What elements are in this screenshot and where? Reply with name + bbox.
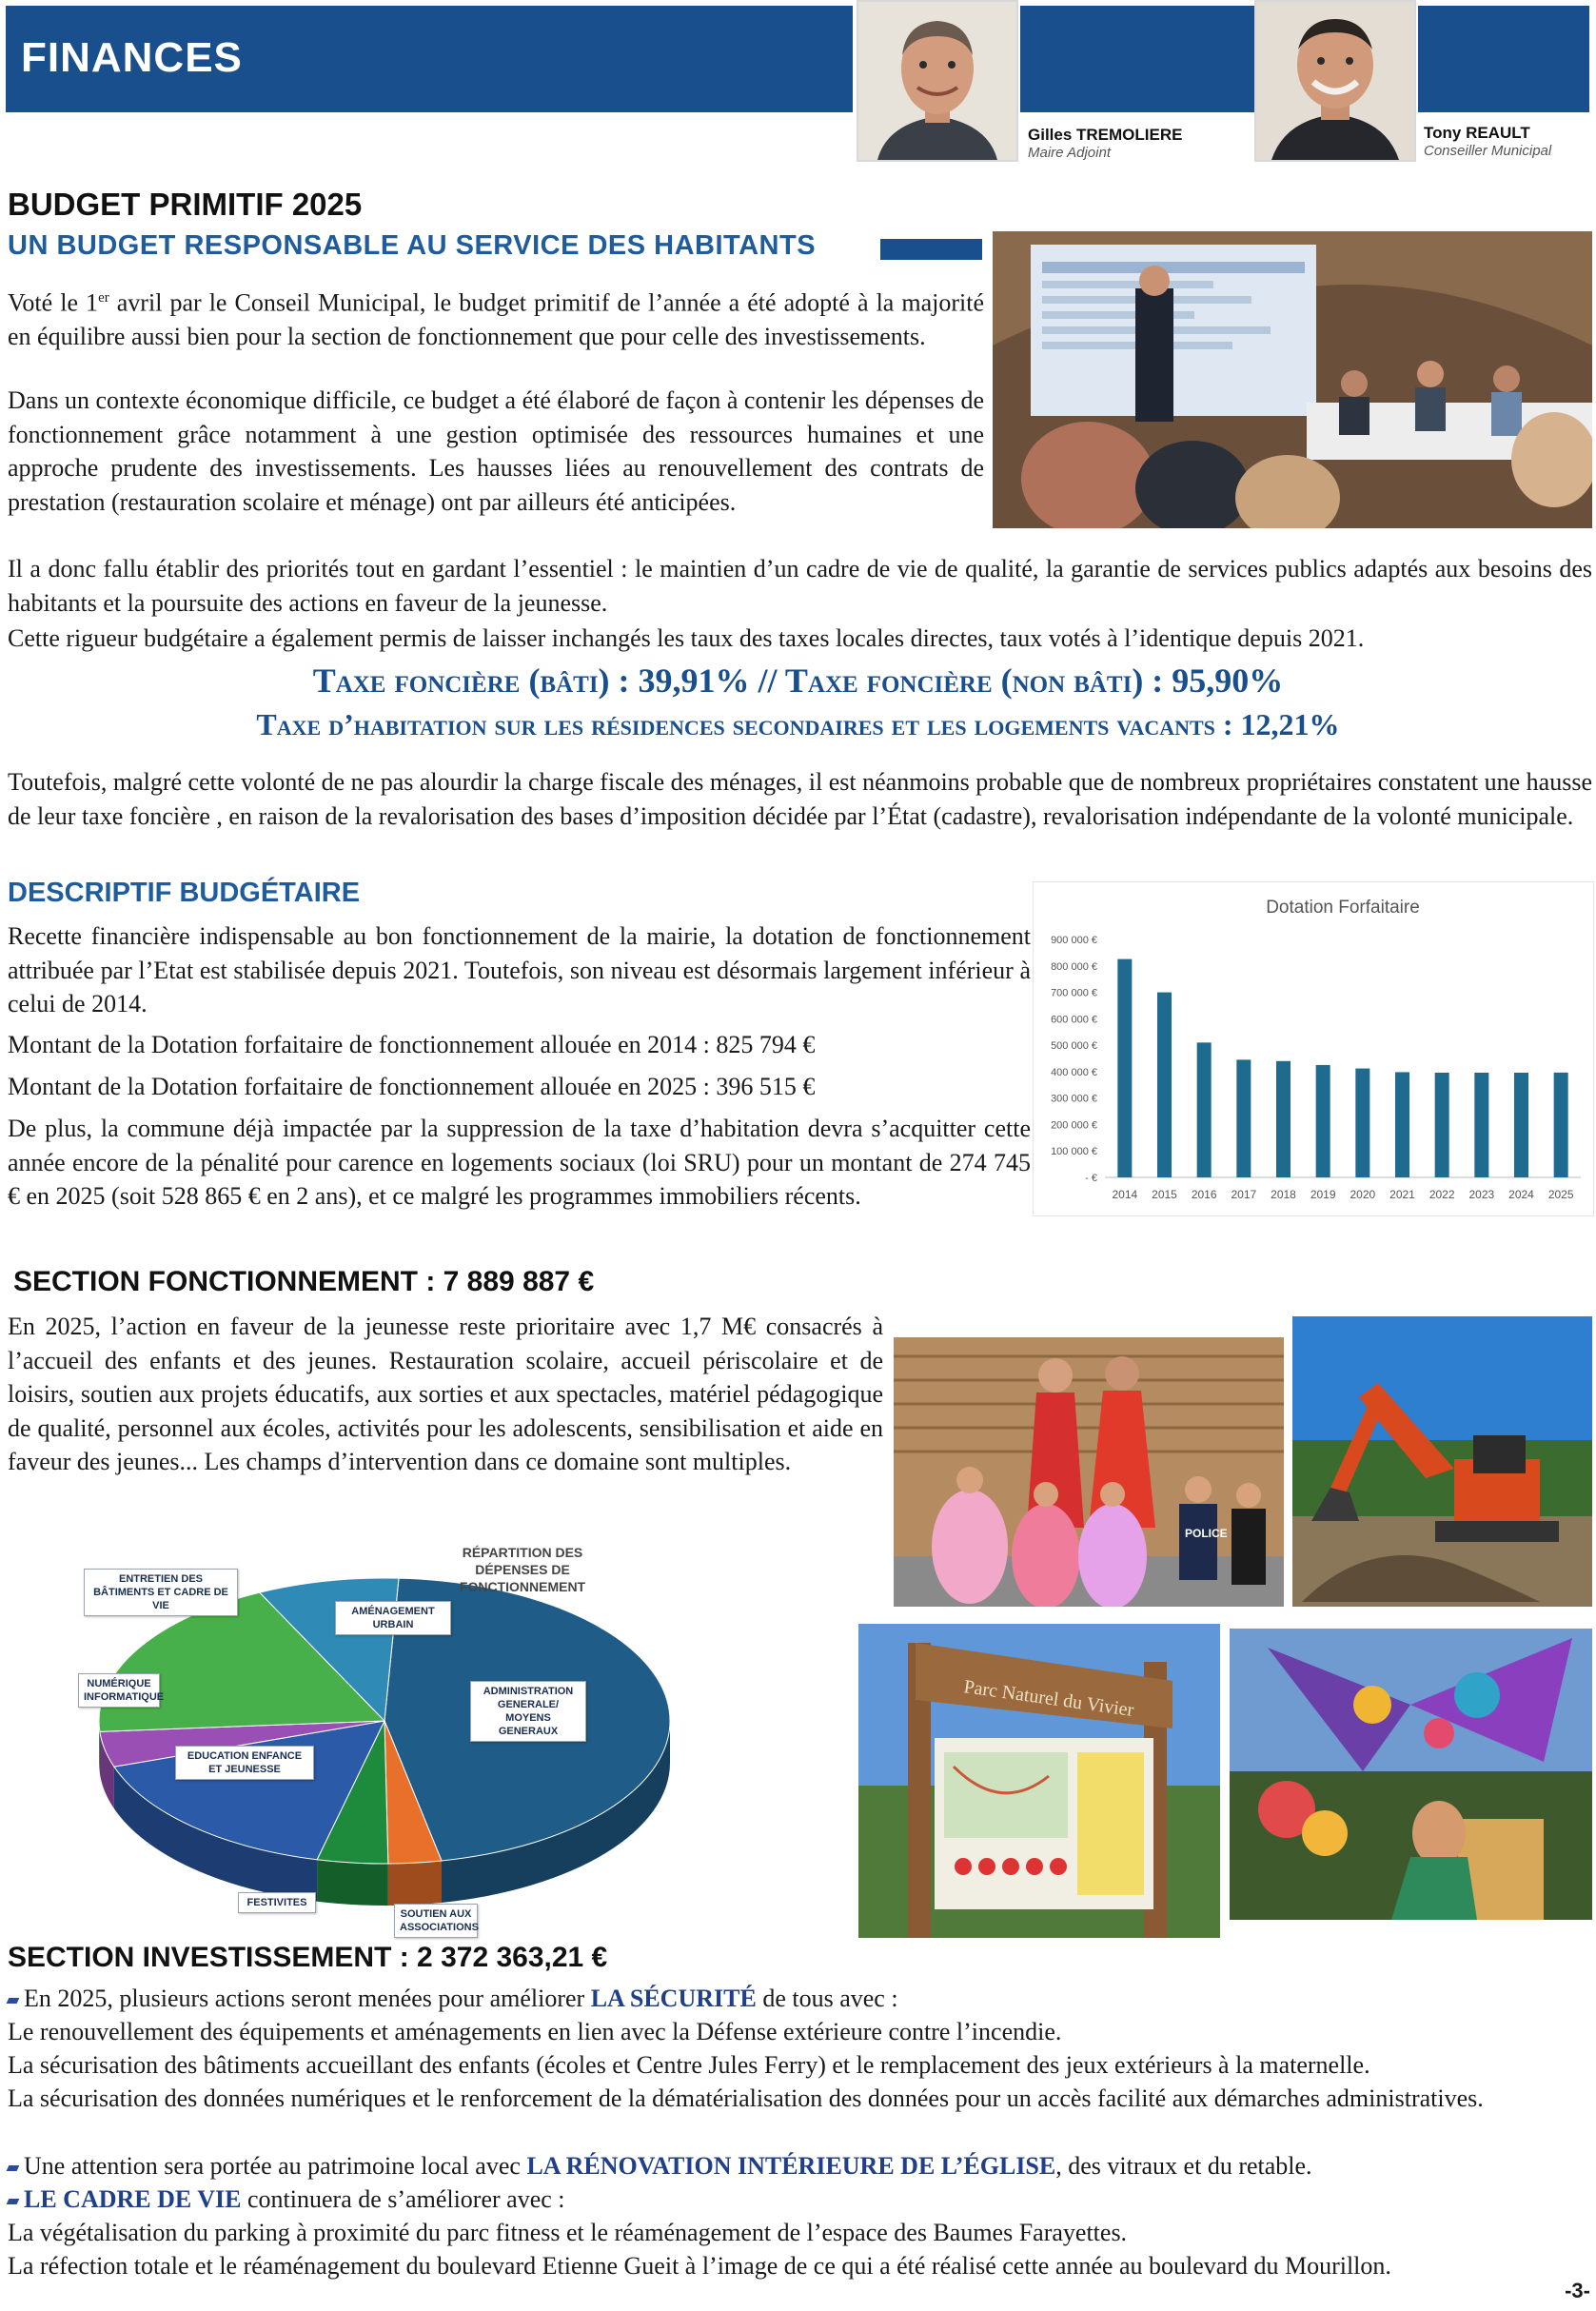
pie-title: RÉPARTITION DES DÉPENSES DE FONCTIONNEMENT xyxy=(459,1545,586,1594)
bar-chart-svg xyxy=(1034,882,1593,1215)
dotation-bar-chart xyxy=(1033,881,1594,1216)
x-tick-label: 2021 xyxy=(1389,1188,1415,1201)
budget-paragraph: Toutefois, malgré cette volonté de ne pas alourdir la charge fiscale des ménages, il est néanmoins probable que de nombreux propriétaires constatent une hausse de leur taxe foncière , en raison de la revalorisation des bases d’imposition décidée par l’État (cadastre), revalorisation indépendante de la volonté municipale. xyxy=(8,768,1592,830)
paragraph-text: avril par le Conseil Municipal, le budget primitif de l’année a été adopté à la majorité en équilibre aussi bien pour la section de fonctionnement que pour celle des investissements. xyxy=(8,288,985,351)
x-tick-label: 2023 xyxy=(1468,1188,1495,1201)
y-tick-label: - € xyxy=(1085,1173,1097,1184)
decorative-bar xyxy=(880,239,982,260)
pie-label: AMÉNAGEMENT URBAIN xyxy=(335,1601,451,1635)
x-tick-label: 2014 xyxy=(1112,1188,1138,1201)
highlight-text: LE CADRE DE VIE xyxy=(24,2185,242,2213)
bullet-text: , des vitraux et du retable. xyxy=(1055,2152,1312,2180)
y-tick-label: 400 000 € xyxy=(1051,1066,1097,1078)
y-tick-label: 100 000 € xyxy=(1051,1146,1097,1158)
investissement-line: La sécurisation des données numériques et le renforcement de la dématérialisation des données pour un accès facilité aux démarches administratives. xyxy=(8,2084,1484,2112)
bar-2014 xyxy=(1117,959,1132,1177)
bullet-text: Une attention sera portée au patrimoine local avec xyxy=(24,2152,527,2180)
x-tick-label: 2018 xyxy=(1271,1188,1296,1201)
investissement-line: La réfection totale et le réaménagement du boulevard Etienne Gueit à l’image de ce qui a été réalisé cette année au boulevard du Mourillon. xyxy=(8,2252,1391,2280)
investissement-bullet xyxy=(8,2149,1592,2183)
bullet-icon xyxy=(7,1998,20,2004)
person-role: Conseiller Municipal xyxy=(1424,143,1552,159)
pie-label: EDUCATION ENFANCE ET JEUNESSE xyxy=(175,1746,314,1780)
person-role: Maire Adjoint xyxy=(1028,145,1111,161)
pie-label: FESTIVITES xyxy=(238,1892,316,1913)
pie-slice-side xyxy=(317,1860,388,1906)
investissement-heading: SECTION INVESTISSEMENT : 2 372 363,21 € xyxy=(8,1942,608,1973)
header-banner-segment xyxy=(1418,6,1589,112)
budget-subheading: UN BUDGET RESPONSABLE AU SERVICE DES HABITANTS xyxy=(8,230,817,261)
highlight-text: LA SÉCURITÉ xyxy=(590,1985,757,2012)
chart-title: Dotation Forfaitaire xyxy=(1266,898,1420,918)
y-tick-label: 600 000 € xyxy=(1051,1014,1097,1026)
paragraph-text: Voté le 1 xyxy=(8,288,99,317)
portrait-photo xyxy=(857,0,1018,162)
bar-2022 xyxy=(1435,1073,1449,1177)
person-name: Tony REAULT xyxy=(1424,124,1530,142)
bullet-text: de tous avec : xyxy=(756,1985,898,2012)
header-banner-segment xyxy=(1020,6,1255,112)
budget-paragraph xyxy=(8,282,984,354)
investissement-bullet xyxy=(8,2183,1592,2217)
descriptif-paragraph: Montant de la Dotation forfaitaire de fonctionnement allouée en 2014 : 825 794 € xyxy=(8,1031,816,1058)
investissement-line: Le renouvellement des équipements et aménagements en lien avec la Défense extérieure contre l’incendie. xyxy=(8,2018,1062,2045)
bar-2017 xyxy=(1236,1059,1251,1177)
x-tick-label: 2022 xyxy=(1429,1188,1455,1201)
depenses-pie-chart xyxy=(61,1531,708,1933)
person-name: Gilles TREMOLIERE xyxy=(1028,126,1183,144)
pie-slice-side xyxy=(388,1861,442,1906)
bar-2015 xyxy=(1157,993,1172,1177)
x-tick-label: 2017 xyxy=(1231,1188,1257,1201)
budget-paragraph: Dans un contexte économique difficile, ce budget a été élaboré de façon à contenir les dépenses de fonctionnement grâce notamment à une gestion optimisée des ressources humaines et une approche prudente des investissements. Les hausses liées au renouvellement des contrats de prestation (restauration scolaire et ménage) ont par ailleurs été anticipées. xyxy=(8,386,984,516)
park-sign-text: Parc Naturel du Vivier xyxy=(962,1676,1135,1722)
bar-2016 xyxy=(1197,1042,1212,1177)
superscript: er xyxy=(98,290,109,306)
tax-rates-line: Taxe foncière (bâti) : 39,91% // Taxe foncière (non bâti) : 95,90% xyxy=(312,662,1284,700)
fonctionnement-paragraph: En 2025, l’action en faveur de la jeunesse reste prioritaire avec 1,7 M€ consacrés à l’accueil des enfants et des jeunes. Restauration scolaire, accueil périscolaire et de loisirs, soutien aux projets éducatifs, aux sorties et aux spectacles, matériel pédagogique de qualité, personnel aux écoles, activités pour les adolescents, sensibilisation et aide en faveur des jeunes... Les champs d’intervention dans ce domaine sont multiples. xyxy=(8,1313,883,1475)
pie-label: NUMÉRIQUE INFORMATIQUE xyxy=(78,1673,160,1708)
bar-2019 xyxy=(1316,1065,1330,1177)
descriptif-paragraph: Recette financière indispensable au bon fonctionnement de la mairie, la dotation de fonctionnement attribuée par l’Etat est stabilisée depuis 2021. Toutefois, son niveau est désormais largement inférieur à celui de 2014. xyxy=(8,922,1031,1017)
x-tick-label: 2019 xyxy=(1310,1188,1336,1201)
bar-2024 xyxy=(1514,1073,1528,1177)
highlight-text: LA RÉNOVATION INTÉRIEURE DE L’ÉGLISE xyxy=(526,2152,1056,2180)
x-tick-label: 2020 xyxy=(1350,1188,1376,1201)
bullet-icon xyxy=(7,2199,20,2204)
budget-paragraph: Il a donc fallu établir des priorités tout en gardant l’essentiel : le maintien d’un cadre de vie de qualité, la garantie de services publics adaptés aux besoins des habitants et la poursuite des actions en faveur de la jeunesse. xyxy=(8,555,1592,617)
bullet-icon xyxy=(7,2165,20,2171)
x-tick-label: 2025 xyxy=(1547,1188,1574,1201)
page-number: -3- xyxy=(1565,2279,1590,2302)
bar-2020 xyxy=(1355,1069,1369,1177)
roadworks-excavator-photo xyxy=(1292,1316,1592,1607)
portrait-photo xyxy=(1254,0,1416,162)
x-tick-label: 2024 xyxy=(1508,1188,1534,1201)
x-tick-label: 2015 xyxy=(1152,1188,1177,1201)
y-tick-label: 900 000 € xyxy=(1051,935,1097,946)
festival-kite-photo xyxy=(1230,1629,1592,1920)
y-tick-label: 500 000 € xyxy=(1051,1040,1097,1053)
y-tick-label: 200 000 € xyxy=(1051,1119,1097,1132)
y-tick-label: 800 000 € xyxy=(1051,960,1097,973)
x-tick-label: 2016 xyxy=(1191,1188,1217,1201)
descriptif-paragraph: Montant de la Dotation forfaitaire de fonctionnement allouée en 2025 : 396 515 € xyxy=(8,1073,816,1100)
bar-2018 xyxy=(1276,1061,1291,1177)
carnival-children-photo xyxy=(894,1337,1284,1607)
pie-label: ENTRETIEN DES BÂTIMENTS ET CADRE DE VIE xyxy=(84,1569,238,1616)
y-tick-label: 700 000 € xyxy=(1051,987,1097,999)
budget-heading: BUDGET PRIMITIF 2025 xyxy=(8,187,363,222)
fonctionnement-heading: SECTION FONCTIONNEMENT : 7 889 887 € xyxy=(13,1266,595,1297)
bullet-text: En 2025, plusieurs actions seront menées pour améliorer xyxy=(24,1985,591,2012)
council-meeting-photo xyxy=(993,231,1592,528)
section-title: FINANCES xyxy=(21,34,243,81)
descriptif-paragraph: De plus, la commune déjà impactée par la suppression de la taxe d’habitation devra s’acquitter cette année encore de la pénalité pour carence en logements sociaux (loi SRU) pour un montant de 274 745 € en 2025 (soit 528 865 € en 2 ans), et ce malgré les programmes immobiliers récents. xyxy=(8,1115,1031,1210)
pie-label: SOUTIEN AUX ASSOCIATIONS xyxy=(394,1904,478,1938)
bar-2021 xyxy=(1395,1072,1409,1177)
investissement-line: La végétalisation du parking à proximité du parc fitness et le réaménagement de l’espace des Baumes Farayettes. xyxy=(8,2219,1128,2246)
descriptif-heading: DESCRIPTIF BUDGÉTAIRE xyxy=(8,878,361,908)
bar-2025 xyxy=(1554,1073,1568,1177)
tax-rates-line: Taxe d’habitation sur les résidences secondaires et les logements vacants : 12,21% xyxy=(256,707,1340,741)
bullet-text: continuera de s’améliorer avec : xyxy=(241,2185,565,2213)
budget-paragraph: Cette rigueur budgétaire a également permis de laisser inchangés les taux des taxes locales directes, taux votés à l’identique depuis 2021. xyxy=(8,624,1365,652)
pie-label: ADMINISTRATION GENERALE/ MOYENS GENERAUX xyxy=(470,1681,586,1742)
park-sign-photo xyxy=(858,1624,1220,1938)
bar-2023 xyxy=(1474,1073,1488,1177)
police-costume-text: POLICE xyxy=(1185,1527,1228,1540)
investissement-bullet xyxy=(8,1982,1592,2016)
y-tick-label: 300 000 € xyxy=(1051,1093,1097,1105)
investissement-line: La sécurisation des bâtiments accueillant des enfants (écoles et Centre Jules Ferry) et le remplacement des jeux extérieurs à la maternelle. xyxy=(8,2051,1370,2079)
